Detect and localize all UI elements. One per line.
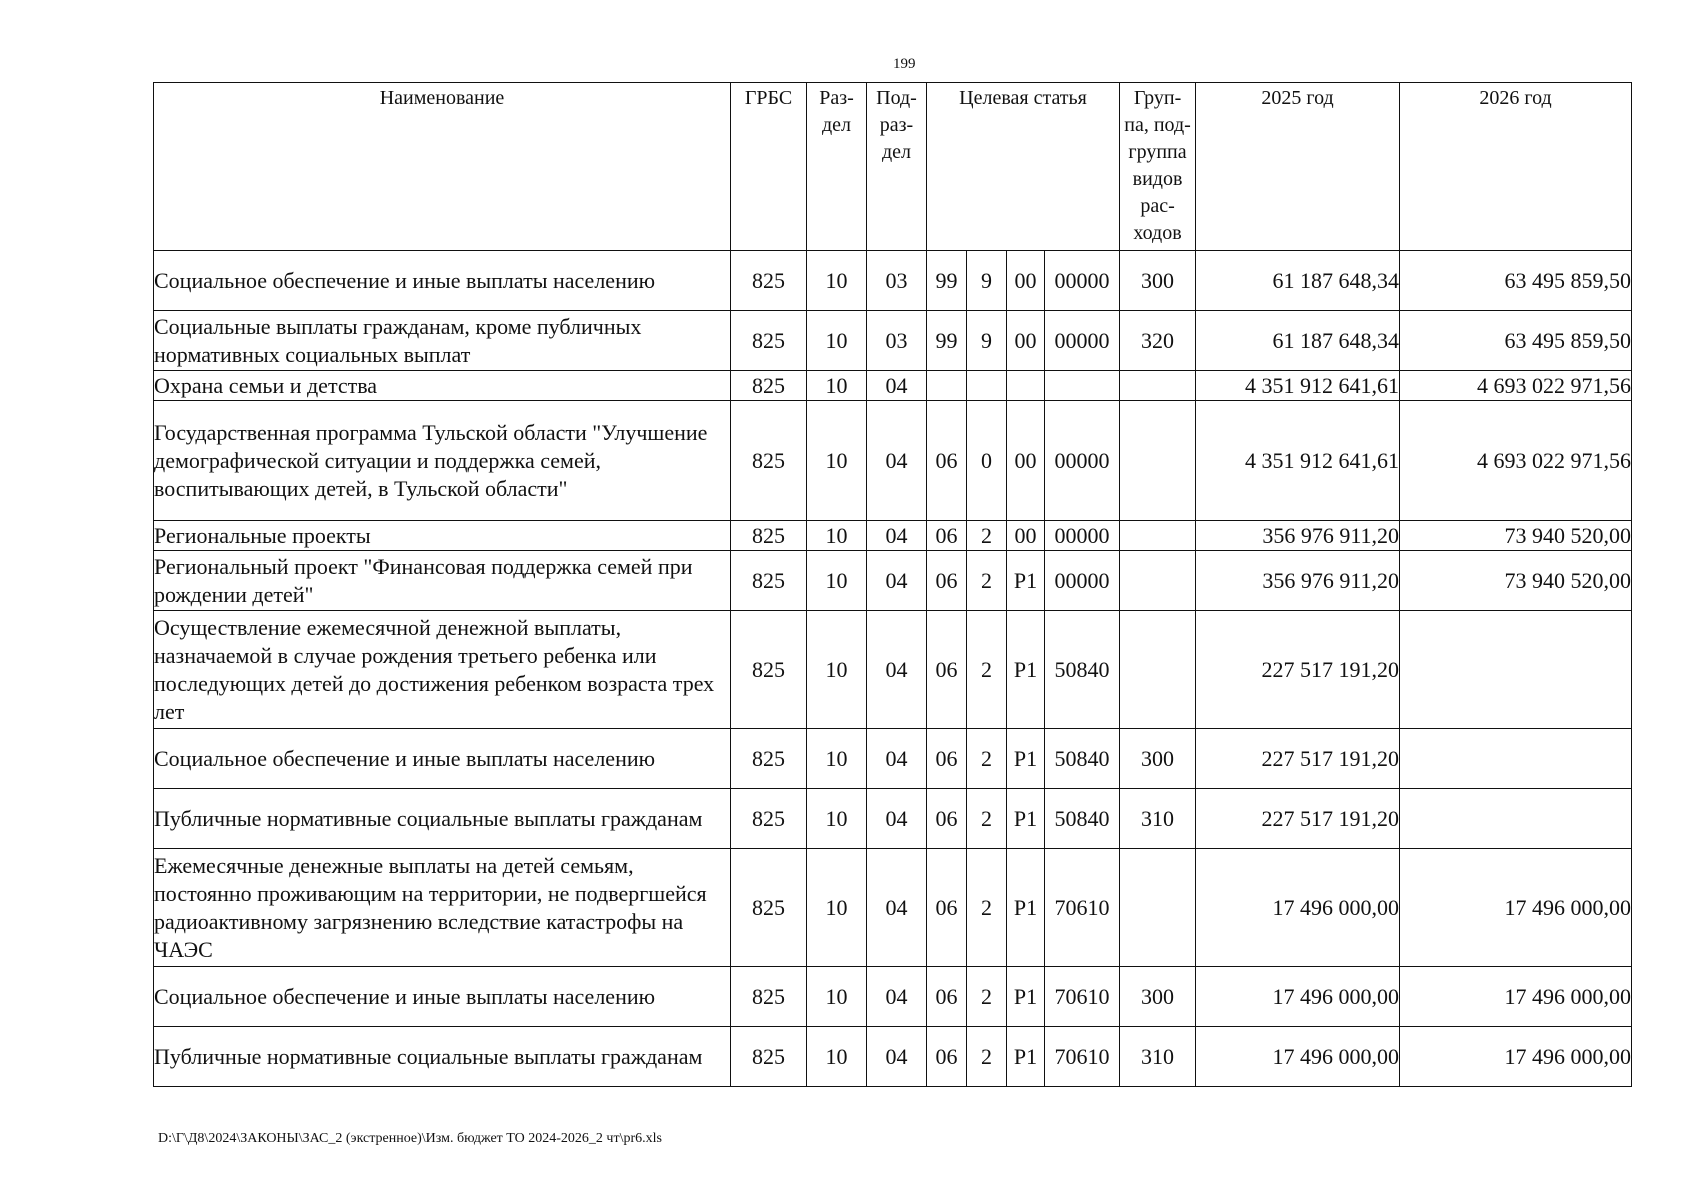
row-target-event: P1: [1007, 967, 1045, 1027]
row-amount-2026: 17 496 000,00: [1400, 849, 1632, 967]
row-target-program: 06: [927, 611, 967, 729]
row-amount-2025: 356 976 911,20: [1196, 551, 1400, 611]
row-name: Социальное обеспечение и иные выплаты населению: [154, 729, 731, 789]
row-amount-2025: 17 496 000,00: [1196, 849, 1400, 967]
row-target-event: 00: [1007, 251, 1045, 311]
row-target-event: [1007, 371, 1045, 401]
row-target-program: 06: [927, 967, 967, 1027]
row-amount-2026: 73 940 520,00: [1400, 551, 1632, 611]
row-grbs: 825: [731, 251, 807, 311]
row-podrazdel: 04: [867, 521, 927, 551]
row-target-subprogram: 2: [967, 849, 1007, 967]
row-target-event: P1: [1007, 729, 1045, 789]
row-podrazdel: 03: [867, 251, 927, 311]
row-expense-group: 300: [1120, 729, 1196, 789]
col-header-name: Наименование: [154, 83, 731, 251]
row-expense-group: [1120, 551, 1196, 611]
row-razdel: 10: [807, 521, 867, 551]
row-podrazdel: 03: [867, 311, 927, 371]
row-razdel: 10: [807, 251, 867, 311]
row-amount-2026: 63 495 859,50: [1400, 311, 1632, 371]
row-target-subprogram: 9: [967, 311, 1007, 371]
row-grbs: 825: [731, 551, 807, 611]
col-header-grbs: ГРБС: [731, 83, 807, 251]
row-target-program: 99: [927, 251, 967, 311]
table-row: [154, 849, 1632, 967]
row-amount-2025: 227 517 191,20: [1196, 611, 1400, 729]
row-amount-2026: [1400, 729, 1632, 789]
col-header-razdel: Раз- дел: [807, 83, 867, 251]
row-name: Осуществление ежемесячной денежной выплаты, назначаемой в случае рождения третьего ребенка или последующих детей до достижения ребенком возраста трех лет: [154, 611, 731, 729]
file-path-footer: D:\Г\Д8\2024\ЗАКОНЫ\ЗАС_2 (экстренное)\Изм. бюджет ТО 2024-2026_2 чт\pr6.xls: [158, 1131, 662, 1146]
row-amount-2026: 4 693 022 971,56: [1400, 401, 1632, 521]
row-grbs: 825: [731, 521, 807, 551]
row-target-direction: 00000: [1045, 521, 1120, 551]
row-grbs: 825: [731, 311, 807, 371]
row-amount-2026: 17 496 000,00: [1400, 967, 1632, 1027]
row-target-direction: 70610: [1045, 967, 1120, 1027]
row-amount-2025: 227 517 191,20: [1196, 789, 1400, 849]
row-razdel: 10: [807, 371, 867, 401]
row-target-direction: [1045, 371, 1120, 401]
row-podrazdel: 04: [867, 371, 927, 401]
row-name: Государственная программа Тульской области "Улучшение демографической ситуации и поддержка семей, воспитывающих детей, в Тульской области": [154, 401, 731, 521]
row-name: Публичные нормативные социальные выплаты гражданам: [154, 789, 731, 849]
row-expense-group: [1120, 371, 1196, 401]
row-target-direction: 50840: [1045, 611, 1120, 729]
row-razdel: 10: [807, 1027, 867, 1087]
row-amount-2025: 4 351 912 641,61: [1196, 401, 1400, 521]
row-name: Охрана семьи и детства: [154, 371, 731, 401]
row-amount-2025: 4 351 912 641,61: [1196, 371, 1400, 401]
row-amount-2026: 73 940 520,00: [1400, 521, 1632, 551]
row-razdel: 10: [807, 551, 867, 611]
row-target-event: P1: [1007, 1027, 1045, 1087]
row-amount-2025: 227 517 191,20: [1196, 729, 1400, 789]
budget-table: [153, 82, 1632, 1087]
row-amount-2026: 4 693 022 971,56: [1400, 371, 1632, 401]
row-amount-2026: [1400, 611, 1632, 729]
row-name: Социальные выплаты гражданам, кроме публичных нормативных социальных выплат: [154, 311, 731, 371]
row-razdel: 10: [807, 849, 867, 967]
row-expense-group: 300: [1120, 251, 1196, 311]
row-target-program: 06: [927, 1027, 967, 1087]
row-target-program: 06: [927, 521, 967, 551]
table-row: [154, 401, 1632, 521]
row-podrazdel: 04: [867, 967, 927, 1027]
row-target-direction: 70610: [1045, 849, 1120, 967]
col-header-group: Груп- па, под- группа видов рас- ходов: [1120, 83, 1196, 251]
row-target-program: 06: [927, 789, 967, 849]
table-row: [154, 1027, 1632, 1087]
row-target-program: 06: [927, 849, 967, 967]
row-target-direction: 00000: [1045, 401, 1120, 521]
row-grbs: 825: [731, 789, 807, 849]
row-target-program: 06: [927, 551, 967, 611]
row-amount-2025: 61 187 648,34: [1196, 251, 1400, 311]
row-razdel: 10: [807, 789, 867, 849]
row-name: Ежемесячные денежные выплаты на детей семьям, постоянно проживающим на территории, не подвергшейся радиоактивному загрязнению вследствие катастрофы на ЧАЭС: [154, 849, 731, 967]
row-grbs: 825: [731, 729, 807, 789]
row-name: Социальное обеспечение и иные выплаты населению: [154, 967, 731, 1027]
row-podrazdel: 04: [867, 611, 927, 729]
row-grbs: 825: [731, 371, 807, 401]
row-amount-2025: 61 187 648,34: [1196, 311, 1400, 371]
row-expense-group: [1120, 521, 1196, 551]
row-razdel: 10: [807, 611, 867, 729]
row-amount-2025: 17 496 000,00: [1196, 967, 1400, 1027]
row-podrazdel: 04: [867, 401, 927, 521]
row-target-subprogram: 2: [967, 1027, 1007, 1087]
row-expense-group: [1120, 849, 1196, 967]
row-expense-group: 310: [1120, 789, 1196, 849]
row-target-event: 00: [1007, 401, 1045, 521]
row-grbs: 825: [731, 967, 807, 1027]
row-target-subprogram: 2: [967, 967, 1007, 1027]
table-row: [154, 251, 1632, 311]
row-target-subprogram: 2: [967, 789, 1007, 849]
row-razdel: 10: [807, 967, 867, 1027]
row-target-event: 00: [1007, 311, 1045, 371]
row-amount-2026: 17 496 000,00: [1400, 1027, 1632, 1087]
row-target-direction: 00000: [1045, 311, 1120, 371]
row-amount-2026: [1400, 789, 1632, 849]
row-podrazdel: 04: [867, 1027, 927, 1087]
row-podrazdel: 04: [867, 789, 927, 849]
row-podrazdel: 04: [867, 849, 927, 967]
row-target-direction: 00000: [1045, 251, 1120, 311]
row-amount-2025: 17 496 000,00: [1196, 1027, 1400, 1087]
row-name: Региональный проект "Финансовая поддержка семей при рождении детей": [154, 551, 731, 611]
row-name: Региональные проекты: [154, 521, 731, 551]
row-podrazdel: 04: [867, 729, 927, 789]
table-row: [154, 551, 1632, 611]
col-header-target: Целевая статья: [927, 83, 1120, 251]
col-header-2026: 2026 год: [1400, 83, 1632, 251]
row-podrazdel: 04: [867, 551, 927, 611]
row-name: Публичные нормативные социальные выплаты гражданам: [154, 1027, 731, 1087]
row-grbs: 825: [731, 1027, 807, 1087]
row-target-program: 06: [927, 729, 967, 789]
row-expense-group: 310: [1120, 1027, 1196, 1087]
row-target-subprogram: 2: [967, 611, 1007, 729]
col-header-podrazdel: Под- раз- дел: [867, 83, 927, 251]
col-header-2025: 2025 год: [1196, 83, 1400, 251]
row-razdel: 10: [807, 311, 867, 371]
row-target-subprogram: 2: [967, 729, 1007, 789]
row-target-subprogram: 9: [967, 251, 1007, 311]
row-target-direction: 70610: [1045, 1027, 1120, 1087]
row-expense-group: 300: [1120, 967, 1196, 1027]
row-target-program: [927, 371, 967, 401]
page-number: 199: [893, 56, 916, 72]
row-expense-group: [1120, 401, 1196, 521]
table-row: [154, 789, 1632, 849]
row-target-program: 99: [927, 311, 967, 371]
row-target-event: P1: [1007, 611, 1045, 729]
row-target-direction: 00000: [1045, 551, 1120, 611]
row-grbs: 825: [731, 401, 807, 521]
row-target-program: 06: [927, 401, 967, 521]
row-amount-2025: 356 976 911,20: [1196, 521, 1400, 551]
row-target-event: P1: [1007, 849, 1045, 967]
row-target-direction: 50840: [1045, 729, 1120, 789]
table-row: [154, 611, 1632, 729]
row-target-subprogram: 2: [967, 521, 1007, 551]
row-target-subprogram: 0: [967, 401, 1007, 521]
row-razdel: 10: [807, 729, 867, 789]
table-row: [154, 521, 1632, 551]
table-row: [154, 967, 1632, 1027]
row-grbs: 825: [731, 611, 807, 729]
header-row: [154, 83, 1632, 251]
row-target-event: P1: [1007, 551, 1045, 611]
table-row: [154, 311, 1632, 371]
row-target-event: 00: [1007, 521, 1045, 551]
row-expense-group: 320: [1120, 311, 1196, 371]
row-grbs: 825: [731, 849, 807, 967]
row-target-direction: 50840: [1045, 789, 1120, 849]
row-target-subprogram: 2: [967, 551, 1007, 611]
row-amount-2026: 63 495 859,50: [1400, 251, 1632, 311]
table-row: [154, 729, 1632, 789]
row-expense-group: [1120, 611, 1196, 729]
row-name: Социальное обеспечение и иные выплаты населению: [154, 251, 731, 311]
row-razdel: 10: [807, 401, 867, 521]
table-row: [154, 371, 1632, 401]
row-target-subprogram: [967, 371, 1007, 401]
row-target-event: P1: [1007, 789, 1045, 849]
